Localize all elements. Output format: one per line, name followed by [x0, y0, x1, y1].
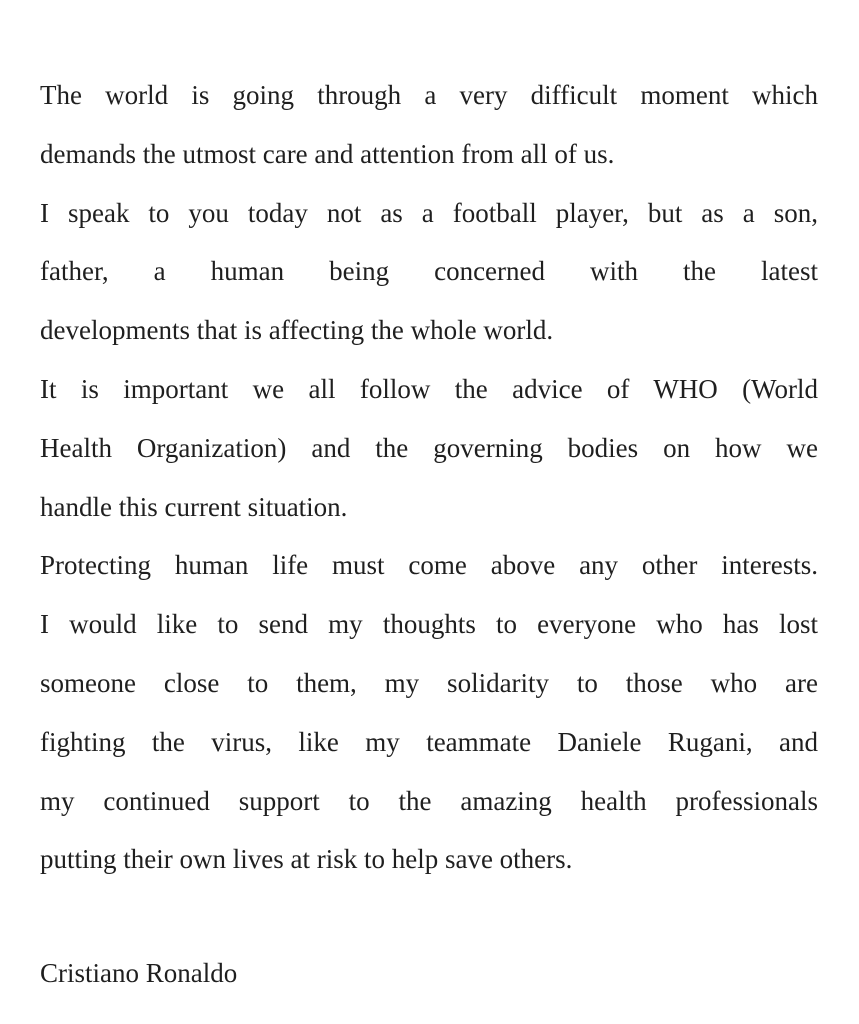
- statement-line: Protecting human life must come above any other interests.: [40, 550, 818, 581]
- statement-line: putting their own lives at risk to help save others.: [40, 844, 573, 875]
- statement-line: I speak to you today not as a football player, but as a son,: [40, 197, 818, 228]
- statement-line: fighting the virus, like my teammate Daniele Rugani, and: [40, 726, 818, 757]
- statement-line: handle this current situation.: [40, 491, 348, 522]
- statement-line: developments that is affecting the whole world.: [40, 315, 554, 346]
- statement-line: I would like to send my thoughts to everyone who has lost: [40, 609, 818, 640]
- signature: Cristiano Ronaldo: [40, 958, 238, 988]
- statement-line: someone close to them, my solidarity to those who are: [40, 667, 818, 698]
- statement-line: demands the utmost care and attention from all of us.: [40, 138, 615, 169]
- statement-line: The world is going through a very difficult moment which: [40, 80, 818, 110]
- statement-line: It is important we all follow the advice of WHO (World: [40, 373, 818, 404]
- statement-body: [40, 66, 818, 889]
- statement-line: Health Organization) and the governing bodies on how we: [40, 432, 818, 463]
- statement-line: my continued support to the amazing health professionals: [40, 785, 818, 816]
- statement-line: father, a human being concerned with the latest: [40, 256, 818, 287]
